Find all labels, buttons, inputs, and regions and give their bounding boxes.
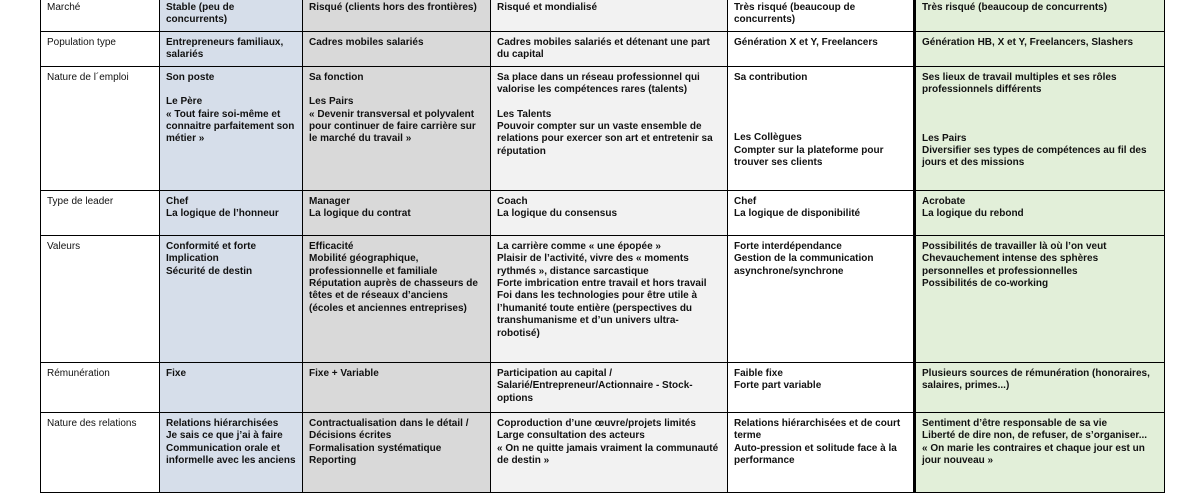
cell-marche-c2: Risqué (clients hors des frontières) bbox=[303, 0, 491, 31]
text-line: La carrière comme « une épopée » bbox=[497, 240, 661, 252]
text-line: Coach bbox=[497, 195, 528, 207]
text-line: Relations hiérarchisées bbox=[166, 417, 279, 429]
cell-nature-emploi-c1 bbox=[160, 66, 303, 190]
cell-relations-c2 bbox=[303, 412, 491, 492]
cell-marche-c5: Très risqué (beaucoup de concurrents) bbox=[915, 0, 1165, 31]
row-label-nature-emploi: Nature de l´emploi bbox=[41, 66, 160, 190]
text-line: Possibilités de travailler là où l’on veut bbox=[922, 240, 1107, 252]
cell-relations-c1 bbox=[160, 412, 303, 492]
cell-relations-c5 bbox=[915, 412, 1165, 492]
text-line: Acrobate bbox=[922, 195, 966, 207]
text-line: Plaisir de l’activité, vivre des « moments rythmés », distance sarcastique bbox=[497, 253, 689, 277]
text-line: Chevauchement intense des sphères personnelles et professionnelles bbox=[922, 253, 1099, 277]
cell-valeurs-c4 bbox=[728, 235, 915, 362]
text-line: Liberté de dire non, de refuser, de s’organiser... bbox=[922, 430, 1148, 442]
text-line: La logique de l’honneur bbox=[166, 208, 279, 220]
text-line: Réputation auprès de chasseurs de têtes et de réseaux d’anciens (écoles et anciennes entreprises) bbox=[309, 278, 478, 314]
text-line: Les Pairs bbox=[922, 132, 967, 144]
table-row bbox=[41, 412, 1165, 492]
cell-valeurs-c5 bbox=[915, 235, 1165, 362]
text-line: Communication orale et informelle avec les anciens bbox=[166, 442, 296, 467]
table-row bbox=[41, 66, 1165, 190]
text-line: Ses lieux de travail multiples et ses rôles professionnels différents bbox=[922, 71, 1117, 96]
row-label-remuneration: Rémunération bbox=[41, 362, 160, 412]
text-line: Contractualisation dans le détail / Décisions écrites bbox=[309, 417, 469, 442]
text-line: Diversifier ses types de compétences au fil des jours et des missions bbox=[922, 145, 1147, 169]
text-line: « On marie les contraires et chaque jour est un jour nouveau » bbox=[922, 442, 1145, 467]
text-line: La logique du consensus bbox=[497, 208, 618, 220]
text-line: Mobilité géographique, professionnelle et familiale bbox=[309, 253, 438, 277]
text-line: Les Collègues bbox=[734, 132, 802, 144]
cell-population-c5: Génération HB, X et Y, Freelancers, Slashers bbox=[915, 31, 1165, 66]
cell-valeurs-c3 bbox=[491, 235, 728, 362]
text-line: Efficacité bbox=[309, 240, 354, 252]
text-line: Pouvoir compter sur un vaste ensemble de relations pour exercer son art et entretenir sa réputation bbox=[497, 121, 713, 157]
text-line: Faible fixe bbox=[734, 367, 783, 379]
cell-valeurs-c1 bbox=[160, 235, 303, 362]
cell-leader-c5 bbox=[915, 190, 1165, 235]
cell-population-c1: Entrepreneurs familiaux, salariés bbox=[160, 31, 303, 66]
cell-population-c2: Cadres mobiles salariés bbox=[303, 31, 491, 66]
cell-marche-c4: Très risqué (beaucoup de concurrents) bbox=[728, 0, 915, 31]
table-row bbox=[41, 0, 1165, 31]
cell-population-c4: Génération X et Y, Freelancers bbox=[728, 31, 915, 66]
cell-leader-c2 bbox=[303, 190, 491, 235]
text-line: Manager bbox=[309, 195, 351, 207]
text-line: La logique du rebond bbox=[922, 208, 1024, 220]
text-line: Gestion de la communication asynchrone/synchrone bbox=[734, 253, 874, 277]
cell-valeurs-c2 bbox=[303, 235, 491, 362]
cell-leader-c3 bbox=[491, 190, 728, 235]
table-row bbox=[41, 31, 1165, 66]
comparison-table bbox=[40, 0, 1165, 493]
text-line: Possibilités de co-working bbox=[922, 278, 1049, 290]
cell-remuneration-c2: Fixe + Variable bbox=[303, 362, 491, 412]
text-line: Formalisation systématique bbox=[309, 442, 442, 454]
cell-population-c3: Cadres mobiles salariés et détenant une part du capital bbox=[491, 31, 728, 66]
cell-leader-c4 bbox=[728, 190, 915, 235]
text-line: Les Pairs bbox=[309, 96, 354, 108]
text-line: Compter sur la plateforme pour trouver ses clients bbox=[734, 144, 884, 169]
text-line: Sa contribution bbox=[734, 71, 808, 83]
text-line: Large consultation des acteurs bbox=[497, 430, 645, 442]
text-line: La logique de disponibilité bbox=[734, 208, 861, 220]
text-line: Conformité et forte Implication bbox=[166, 240, 256, 265]
cell-remuneration-c5: Plusieurs sources de rémunération (honoraires, salaires, primes...) bbox=[915, 362, 1165, 412]
table-row bbox=[41, 362, 1165, 412]
cell-remuneration-c4 bbox=[728, 362, 915, 412]
row-label-relations: Nature des relations bbox=[41, 412, 160, 492]
text-line: Auto-pression et solitude face à la performance bbox=[734, 442, 897, 467]
text-line: La logique du contrat bbox=[309, 208, 411, 220]
text-line: Forte interdépendance bbox=[734, 240, 842, 252]
text-line: Je sais ce que j’ai à faire bbox=[166, 430, 283, 442]
text-line: Sentiment d’être responsable de sa vie bbox=[922, 417, 1108, 429]
row-label-valeurs: Valeurs bbox=[41, 235, 160, 362]
row-label-leader: Type de leader bbox=[41, 190, 160, 235]
cell-marche-c1: Stable (peu de concurrents) bbox=[160, 0, 303, 31]
text-line: Son poste bbox=[166, 71, 215, 83]
text-line: Sa fonction bbox=[309, 71, 364, 83]
text-line: Foi dans les technologies pour être utile à l’humanité toute entière (perspectives du transhumanisme et d’un univers ultra-robotisé) bbox=[497, 290, 698, 339]
cell-nature-emploi-c5 bbox=[915, 66, 1165, 190]
cell-remuneration-c3: Participation au capital / Salarié/Entrepreneur/Actionnaire - Stock-options bbox=[491, 362, 728, 412]
cell-nature-emploi-c2 bbox=[303, 66, 491, 190]
table-row bbox=[41, 235, 1165, 362]
text-line: « Devenir transversal et polyvalent pour continuer de faire carrière sur le marché du travail » bbox=[309, 108, 476, 145]
text-line: Relations hiérarchisées et de court terme bbox=[734, 417, 901, 442]
text-line: « Tout faire soi-même et connaitre parfaitement son métier » bbox=[166, 108, 295, 145]
row-label-population: Population type bbox=[41, 31, 160, 66]
row-label-marche: Marché bbox=[41, 0, 160, 31]
text-line: Chef bbox=[166, 195, 189, 207]
text-line: Sécurité de destin bbox=[166, 265, 253, 277]
text-line: Reporting bbox=[309, 455, 357, 467]
cell-marche-c3: Risqué et mondialisé bbox=[491, 0, 728, 31]
text-line: Les Talents bbox=[497, 108, 552, 120]
text-line: Sa place dans un réseau professionnel qui valorise les compétences rares (talents) bbox=[497, 71, 700, 96]
cell-nature-emploi-c4 bbox=[728, 66, 915, 190]
text-line: Le Père bbox=[166, 96, 203, 108]
text-line: Chef bbox=[734, 195, 757, 207]
cell-relations-c4 bbox=[728, 412, 915, 492]
cell-remuneration-c1: Fixe bbox=[160, 362, 303, 412]
text-line: Coproduction d’une œuvre/projets limités bbox=[497, 417, 696, 429]
cell-leader-c1 bbox=[160, 190, 303, 235]
cell-relations-c3 bbox=[491, 412, 728, 492]
cell-nature-emploi-c3 bbox=[491, 66, 728, 190]
text-line: Forte imbrication entre travail et hors travail bbox=[497, 278, 707, 290]
text-line: Forte part variable bbox=[734, 380, 822, 392]
table-row bbox=[41, 190, 1165, 235]
text-line: « On ne quitte jamais vraiment la communauté de destin » bbox=[497, 442, 719, 467]
